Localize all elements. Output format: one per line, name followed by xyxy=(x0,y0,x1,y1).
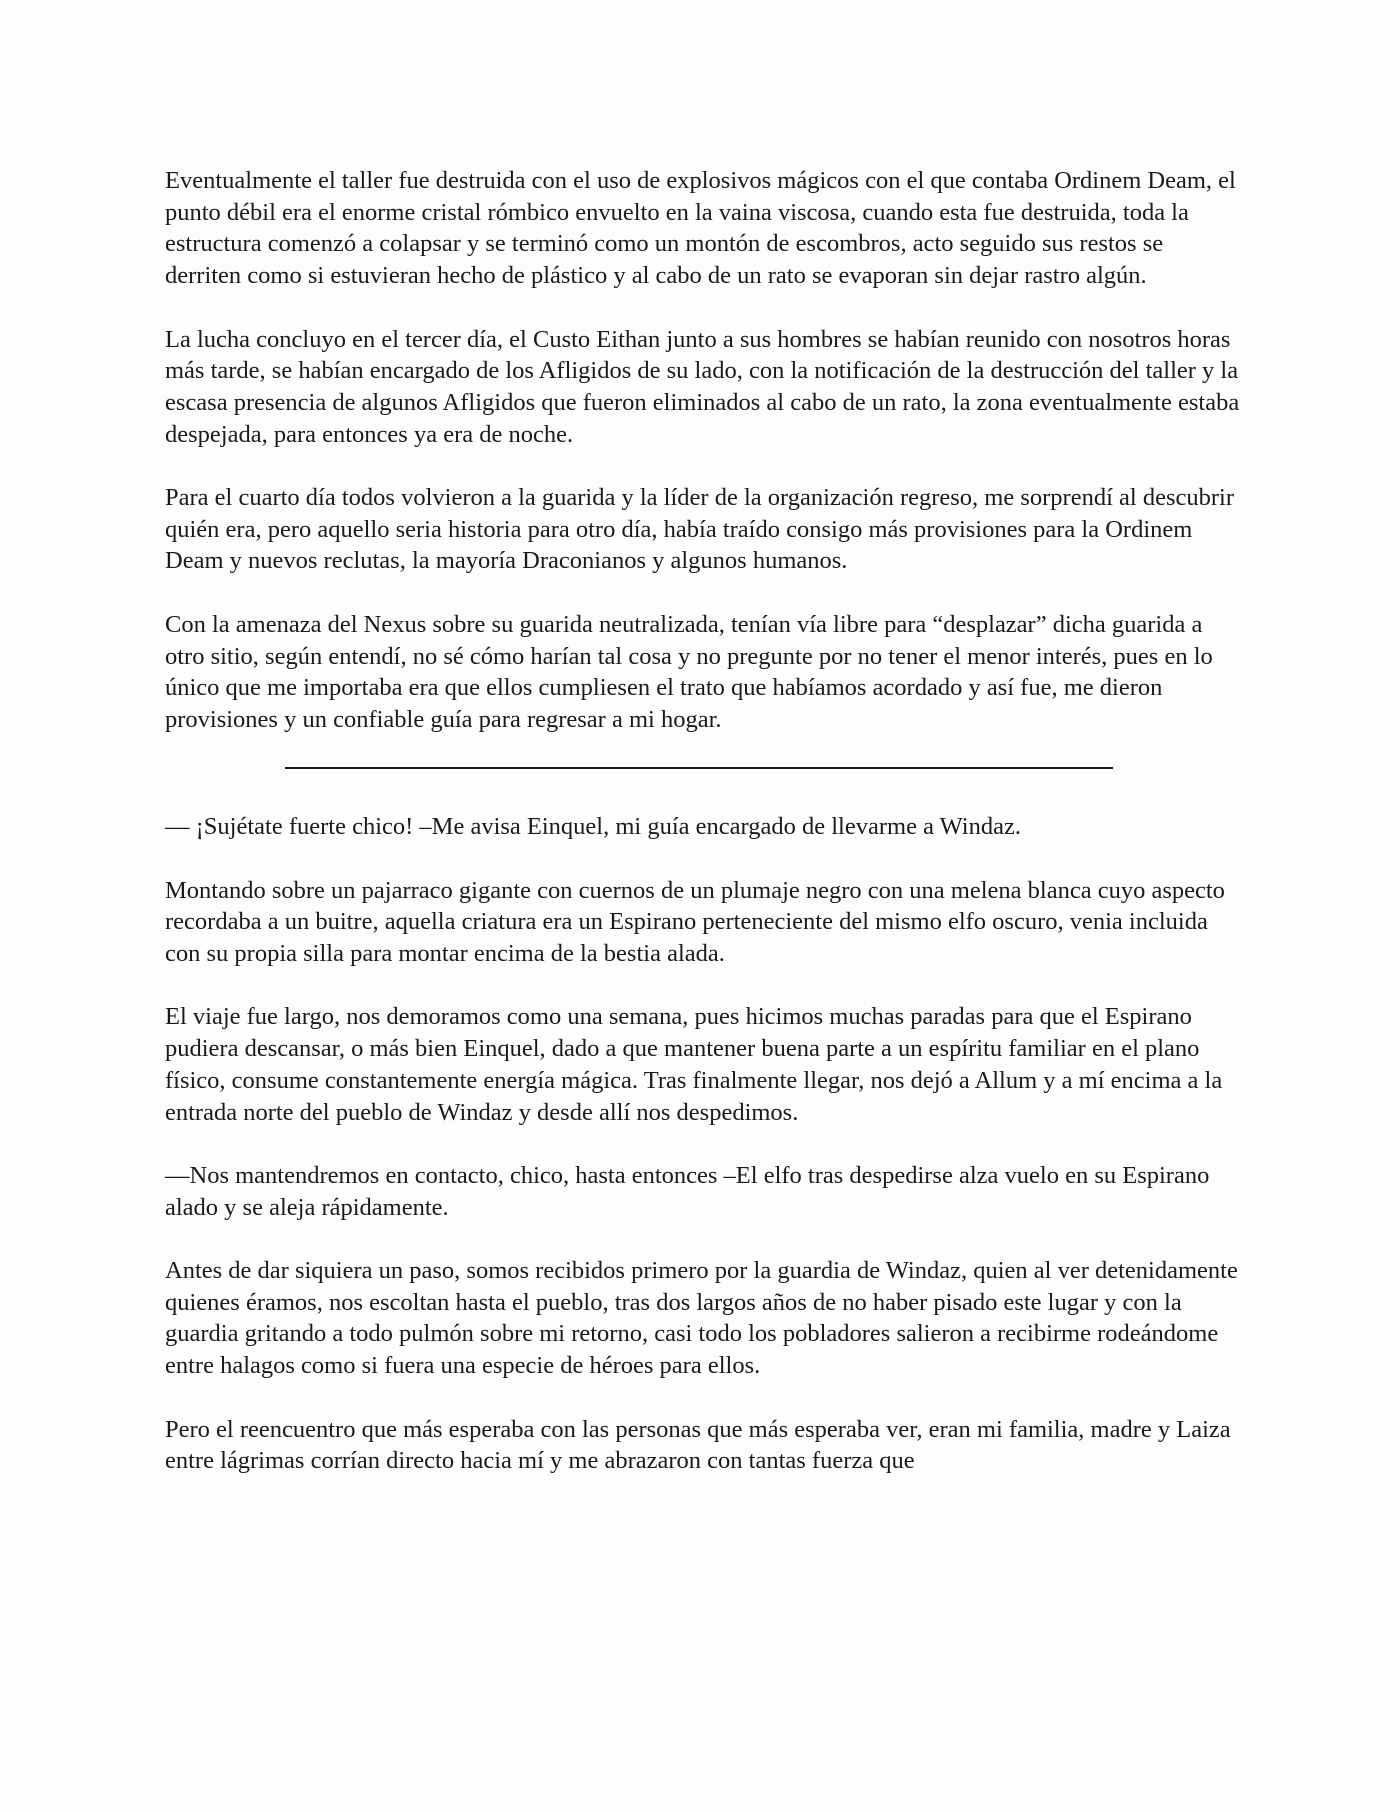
document-body xyxy=(165,165,1245,1509)
paragraph: Antes de dar siquiera un paso, somos recibidos primero por la guardia de Windaz, quien al ver detenidamente quienes éramos, nos escoltan hasta el pueblo, tras dos largos años de no haber pisado este lugar y con la guardia gritando a todo pulmón sobre mi retorno, casi todo los pobladores salieron a recibirme rodeándome entre halagos como si fuera una especie de héroes para ellos. xyxy=(165,1257,1238,1380)
paragraph: La lucha concluyo en el tercer día, el Custo Eithan junto a sus hombres se habían reunido con nosotros horas más tarde, se habían encargado de los Afligidos de su lado, con la notificación de la destrucción del taller y la escasa presencia de algunos Afligidos que fueron eliminados al cabo de un rato, la zona eventualmente estaba despejada, para entonces ya era de noche. xyxy=(165,325,1240,448)
dialogue-paragraph: —Nos mantendremos en contacto, chico, hasta entonces –El elfo tras despedirse alza vuelo en su Espirano alado y se aleja rápidamente. xyxy=(165,1161,1210,1221)
paragraph: Montando sobre un pajarraco gigante con cuernos de un plumaje negro con una melena blanca cuyo aspecto recordaba a un buitre, aquella criatura era un Espirano perteneciente del mismo elfo oscuro, venia incluida con su propia silla para montar encima de la bestia alada. xyxy=(165,876,1225,968)
paragraph: Pero el reencuentro que más esperaba con las personas que más esperaba ver, eran mi familia, madre y Laiza entre lágrimas corrían directo hacia mí y me abrazaron con tantas fuerza que xyxy=(165,1415,1231,1475)
dialogue-paragraph: — ¡Sujétate fuerte chico! –Me avisa Einquel, mi guía encargado de llevarme a Windaz. xyxy=(165,813,1021,841)
paragraph: Para el cuarto día todos volvieron a la guarida y la líder de la organización regreso, me sorprendí al descubrir quién era, pero aquello seria historia para otro día, había traído consigo más provisiones para la Ordinem Deam y nuevos reclutas, la mayoría Draconianos y algunos humanos. xyxy=(165,484,1234,575)
paragraph: Eventualmente el taller fue destruida con el uso de explosivos mágicos con el que contaba Ordinem Deam, el punto débil era el enorme cristal rómbico envuelto en la vaina viscosa, cuando esta fue destruida, toda la estructura comenzó a colapsar y se terminó como un montón de escombros, acto seguido sus restos se derriten como si estuvieran hecho de plástico y al cabo de un rato se evaporan sin dejar rastro algún. xyxy=(165,167,1236,290)
paragraph: El viaje fue largo, nos demoramos como una semana, pues hicimos muchas paradas para que el Espirano pudiera descansar, o más bien Einquel, dado a que mantener buena parte a un espíritu familiar en el plano físico, consume constantemente energía mágica. Tras finalmente llegar, nos dejó a Allum y a mí encima a la entrada norte del pueblo de Windaz y desde allí nos despedimos. xyxy=(165,1003,1223,1126)
paragraph: Con la amenaza del Nexus sobre su guarida neutralizada, tenían vía libre para “desplazar” dicha guarida a otro sitio, según entendí, no sé cómo harían tal cosa y no pregunte por no tener el menor interés, pues en lo único que me importaba era que ellos cumpliesen el trato que habíamos acordado y así fue, me dieron provisiones y un confiable guía para regresar a mi hogar. xyxy=(165,610,1213,733)
section-divider xyxy=(285,767,1113,769)
